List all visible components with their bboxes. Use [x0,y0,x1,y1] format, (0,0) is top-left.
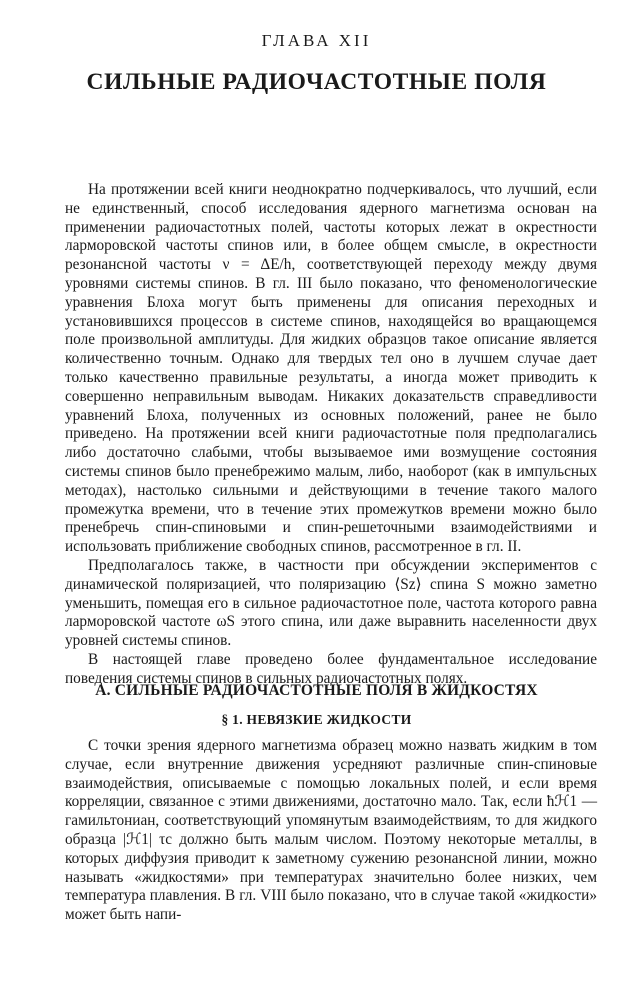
subsection-title: § 1. НЕВЯЗКИЕ ЖИДКОСТИ [221,712,412,727]
subsection-text [65,737,597,925]
paragraph: На протяжении всей книги неоднократно подчеркивалось, что лучший, если не единственный, способ исследования ядерного магнетизма основан на применении радиочастотных полей, частоты которых лежат в окрестности ларморовской частоты спинов или, в более общем смысле, в окрестности резонансной частоты ν = ΔE/h, соответствующей переходу между двумя уровнями системы спинов. В гл. III было показано, что феноменологические уравнения Блоха могут быть применены для описания переходных и установившихся процессов в системе спинов, находящейся во вращающемся поле произвольной амплитуды. Для жидких образцов такое описание является количественно точным. Однако для твердых тел оно в лучшем случае дает только качественно правильные результаты, а иногда может приводить к совершенно неправильным выводам. Никаких доказательств справедливости уравнений Блоха, полученных из основных положений, ранее не было приведено. На протяжении всей книги радиочастотные поля предполагались либо достаточно слабыми, чтобы вызываемое ими возмущение состояния системы спинов было пренебрежимо малым, либо, наоборот (как в импульсных методах), настолько сильными и действующими в течение такого малого промежутка времени, что в течение этих промежутков времени можно было пренебречь спин-спиновыми и спин-решеточными взаимодействиями и использовать приближение свободных спинов, рассмотренное в гл. II. [65,181,597,556]
paragraph: В настоящей главе проведено более фундаментальное исследование поведения системы спинов в сильных радиочастотных полях. [65,650,597,687]
chapter-label: ГЛАВА XII [261,31,372,50]
chapter-title: СИЛЬНЫЕ РАДИОЧАСТОТНЫЕ ПОЛЯ [86,69,547,95]
section-title: А. СИЛЬНЫЕ РАДИОЧАСТОТНЫЕ ПОЛЯ В ЖИДКОСТЯХ [95,682,538,699]
paragraph: С точки зрения ядерного магнетизма образец можно назвать жидким в том случае, если внутренние движения усредняют различные спин-спиновые взаимодействия, описываемые с помощью локальных полей, и если время корреляции, связанное с этими движениями, достаточно мало. Так, если ħℋ1 — гамильтониан, соответствующий упомянутым взаимодействиям, то для жидкого образца |ℋ1| τc должно быть малым числом. Поэтому некоторые металлы, в которых диффузия приводит к заметному сужению резонансной линии, можно называть «жидкостями» при температурах значительно более низких, чем температура плавления. В гл. VIII было показано, что в случае такой «жидкости» может быть напи- [65,737,597,924]
paragraph: Предполагалось также, в частности при обсуждении экспериментов с динамической поляризацией, что поляризацию ⟨Sz⟩ спина S можно заметно уменьшить, помещая его в сильное радиочастотное поле, частота которого равна ларморовской частоте ωS этого спина, или даже выравнить населенности двух уровней системы спинов. [65,556,597,650]
intro-text [65,181,597,689]
